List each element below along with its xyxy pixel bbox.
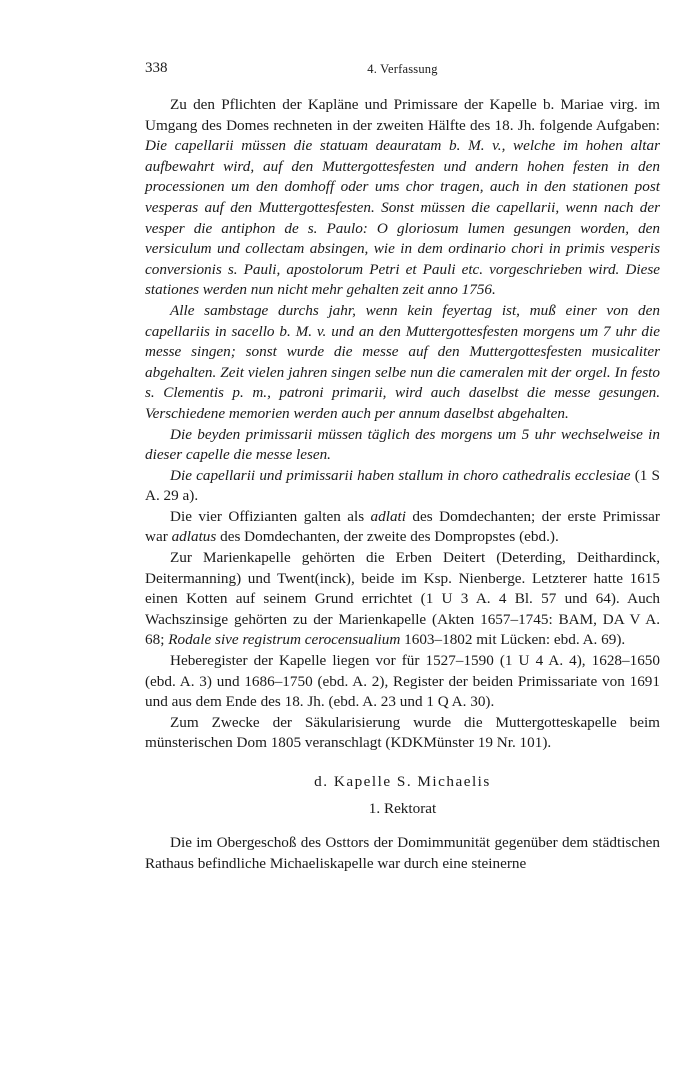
text-span: des Domdechanten; der erste Primissar war [145, 507, 660, 546]
text-span: des Domdechanten, der zweite des Dompropstes (ebd.). [216, 528, 559, 546]
paragraph: Die im Obergeschoß des Osttors der Domimmunität gegenüber dem städtischen Rathaus befindliche Michaeliskapelle war durch eine steinerne [145, 834, 660, 872]
italic-term: adlatus [171, 528, 217, 546]
running-head: 4. Verfassung [367, 62, 438, 76]
citation: (1 S A. 29 a). [145, 466, 660, 505]
paragraph [145, 507, 660, 548]
page-number: 338 [145, 60, 168, 76]
section-heading: d. Kapelle S. Michaelis [314, 773, 491, 790]
italic-quote: Alle sambstage durchs jahr, wenn kein feyertag ist, muß einer von den capellariis in sacello b. M. v. und an den Muttergottesfesten morgens um 7 uhr die messe singen; sonst wurde die messe auf den Muttergottesfesten musicaliter abgehalten. Zeit vielen jahren singen selbe nun die cameralen mit der orgel. In festo s. Clementis p. m., patroni primarii, wird auch daselbst die messe gesungen. Verschiedene memorien werden auch per annum daselbst abgehalten. [145, 301, 660, 422]
paragraph: Heberegister der Kapelle liegen vor für 1527–1590 (1 U 4 A. 4), 1628–1650 (ebd. A. 3) und 1686–1750 (ebd. A. 2), Register der beiden Primissariate von 1691 und aus dem Ende des 18. Jh. (ebd. A. 23 und 1 Q A. 30). [145, 652, 660, 711]
text-span: Zu den Pflichten der Kapläne und Primissare der Kapelle b. Mariae virg. im Umgang des Domes rechneten in der zweiten Hälfte des 18. Jh. folgende Aufgaben: [145, 96, 660, 134]
paragraph [145, 95, 660, 301]
text-span: 1603–1802 mit Lücken: ebd. A. 69). [400, 631, 626, 649]
paragraph [145, 466, 660, 507]
italic-quote: Die capellarii müssen die statuam deauratam b. M. v., welche im hohen altar aufbewahrt wird, auf den Muttergottesfesten und andern hohen festen in den processionen um den domhoff oder ums chor tragen, auch in den stationen post vesperas auf den Muttergottesfesten. Sonst müssen die capellarii, wenn nach der vesper die antiphon de s. Paulo: O gloriosum lumen gesungen worden, den versiculum und collectam absingen, wie in dem ordinario chori in primis vesperis conversionis s. Pauli, apostolorum Petri et Pauli etc. vorgeschrieben wird. Diese stationes werden nun nicht mehr gehalten zeit anno 1756. [145, 137, 660, 299]
paragraph [145, 548, 660, 651]
italic-quote: Die beyden primissarii müssen täglich des morgens um 5 uhr wechselweise in dieser capelle die messe lesen. [145, 425, 660, 464]
page-header [145, 60, 660, 80]
sub-heading: 1. Rektorat [368, 799, 437, 817]
body-text [145, 95, 660, 874]
italic-term: Rodale sive registrum cerocensualium [168, 631, 401, 649]
text-span: Zur Marienkapelle gehörten die Erben Deitert (Deterding, Deithardinck, Deitermanning) und Twent(inck), beide im Ksp. Nienberge. Letzterer hatte 1615 einen Kotten auf seinem Grund errichtet (1 U 3 A. 4 Bl. 57 und 64). Auch Wachszinsige gehörten zu der Marienkapelle (Akten 1657–1745: BAM, DA V A. 68; [145, 549, 660, 649]
italic-quote: Die capellarii und primissarii haben stallum in choro cathedralis ecclesiae [170, 466, 631, 484]
paragraph [145, 301, 660, 425]
paragraph: Zum Zwecke der Säkularisierung wurde die Muttergotteskapelle beim münsterischen Dom 1805 veranschlagt (KDKMünster 19 Nr. 101). [145, 713, 660, 752]
text-span: Die vier Offizianten galten als [170, 507, 371, 525]
paragraph [145, 425, 660, 466]
italic-term: adlati [370, 507, 406, 525]
